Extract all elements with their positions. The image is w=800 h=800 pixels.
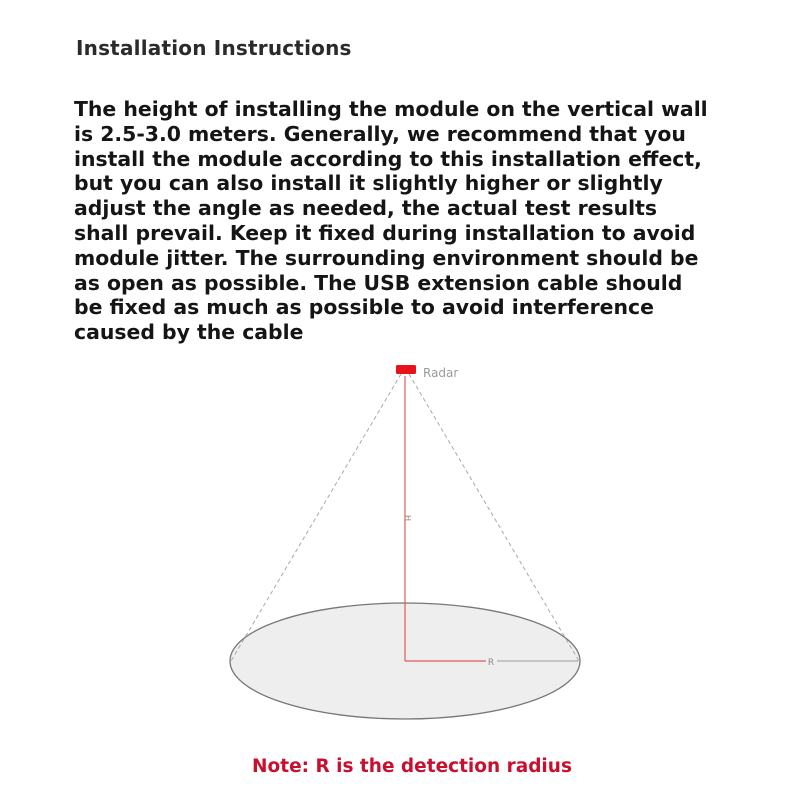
detection-radius-note: Note: R is the detection radius — [252, 756, 572, 777]
radar-module — [396, 365, 416, 374]
radius-label: R — [487, 658, 495, 668]
radar-label: Radar — [423, 366, 459, 380]
page-title: Installation Instructions — [76, 36, 352, 60]
instructions-paragraph: The height of installing the module on the vertical wall is 2.5-3.0 meters. Generally, we recommend that you install the module according to this installation effect, but you can also install it slightly higher or slightly adjust the angle as needed, the actual test results shall prevail. Keep it fixed during installation to avoid module jitter. The surrounding environment should be as open as possible. The USB extension cable should be fixed as much as possible to avoid interference caused by the cable — [74, 97, 708, 345]
height-label: H — [403, 514, 412, 522]
